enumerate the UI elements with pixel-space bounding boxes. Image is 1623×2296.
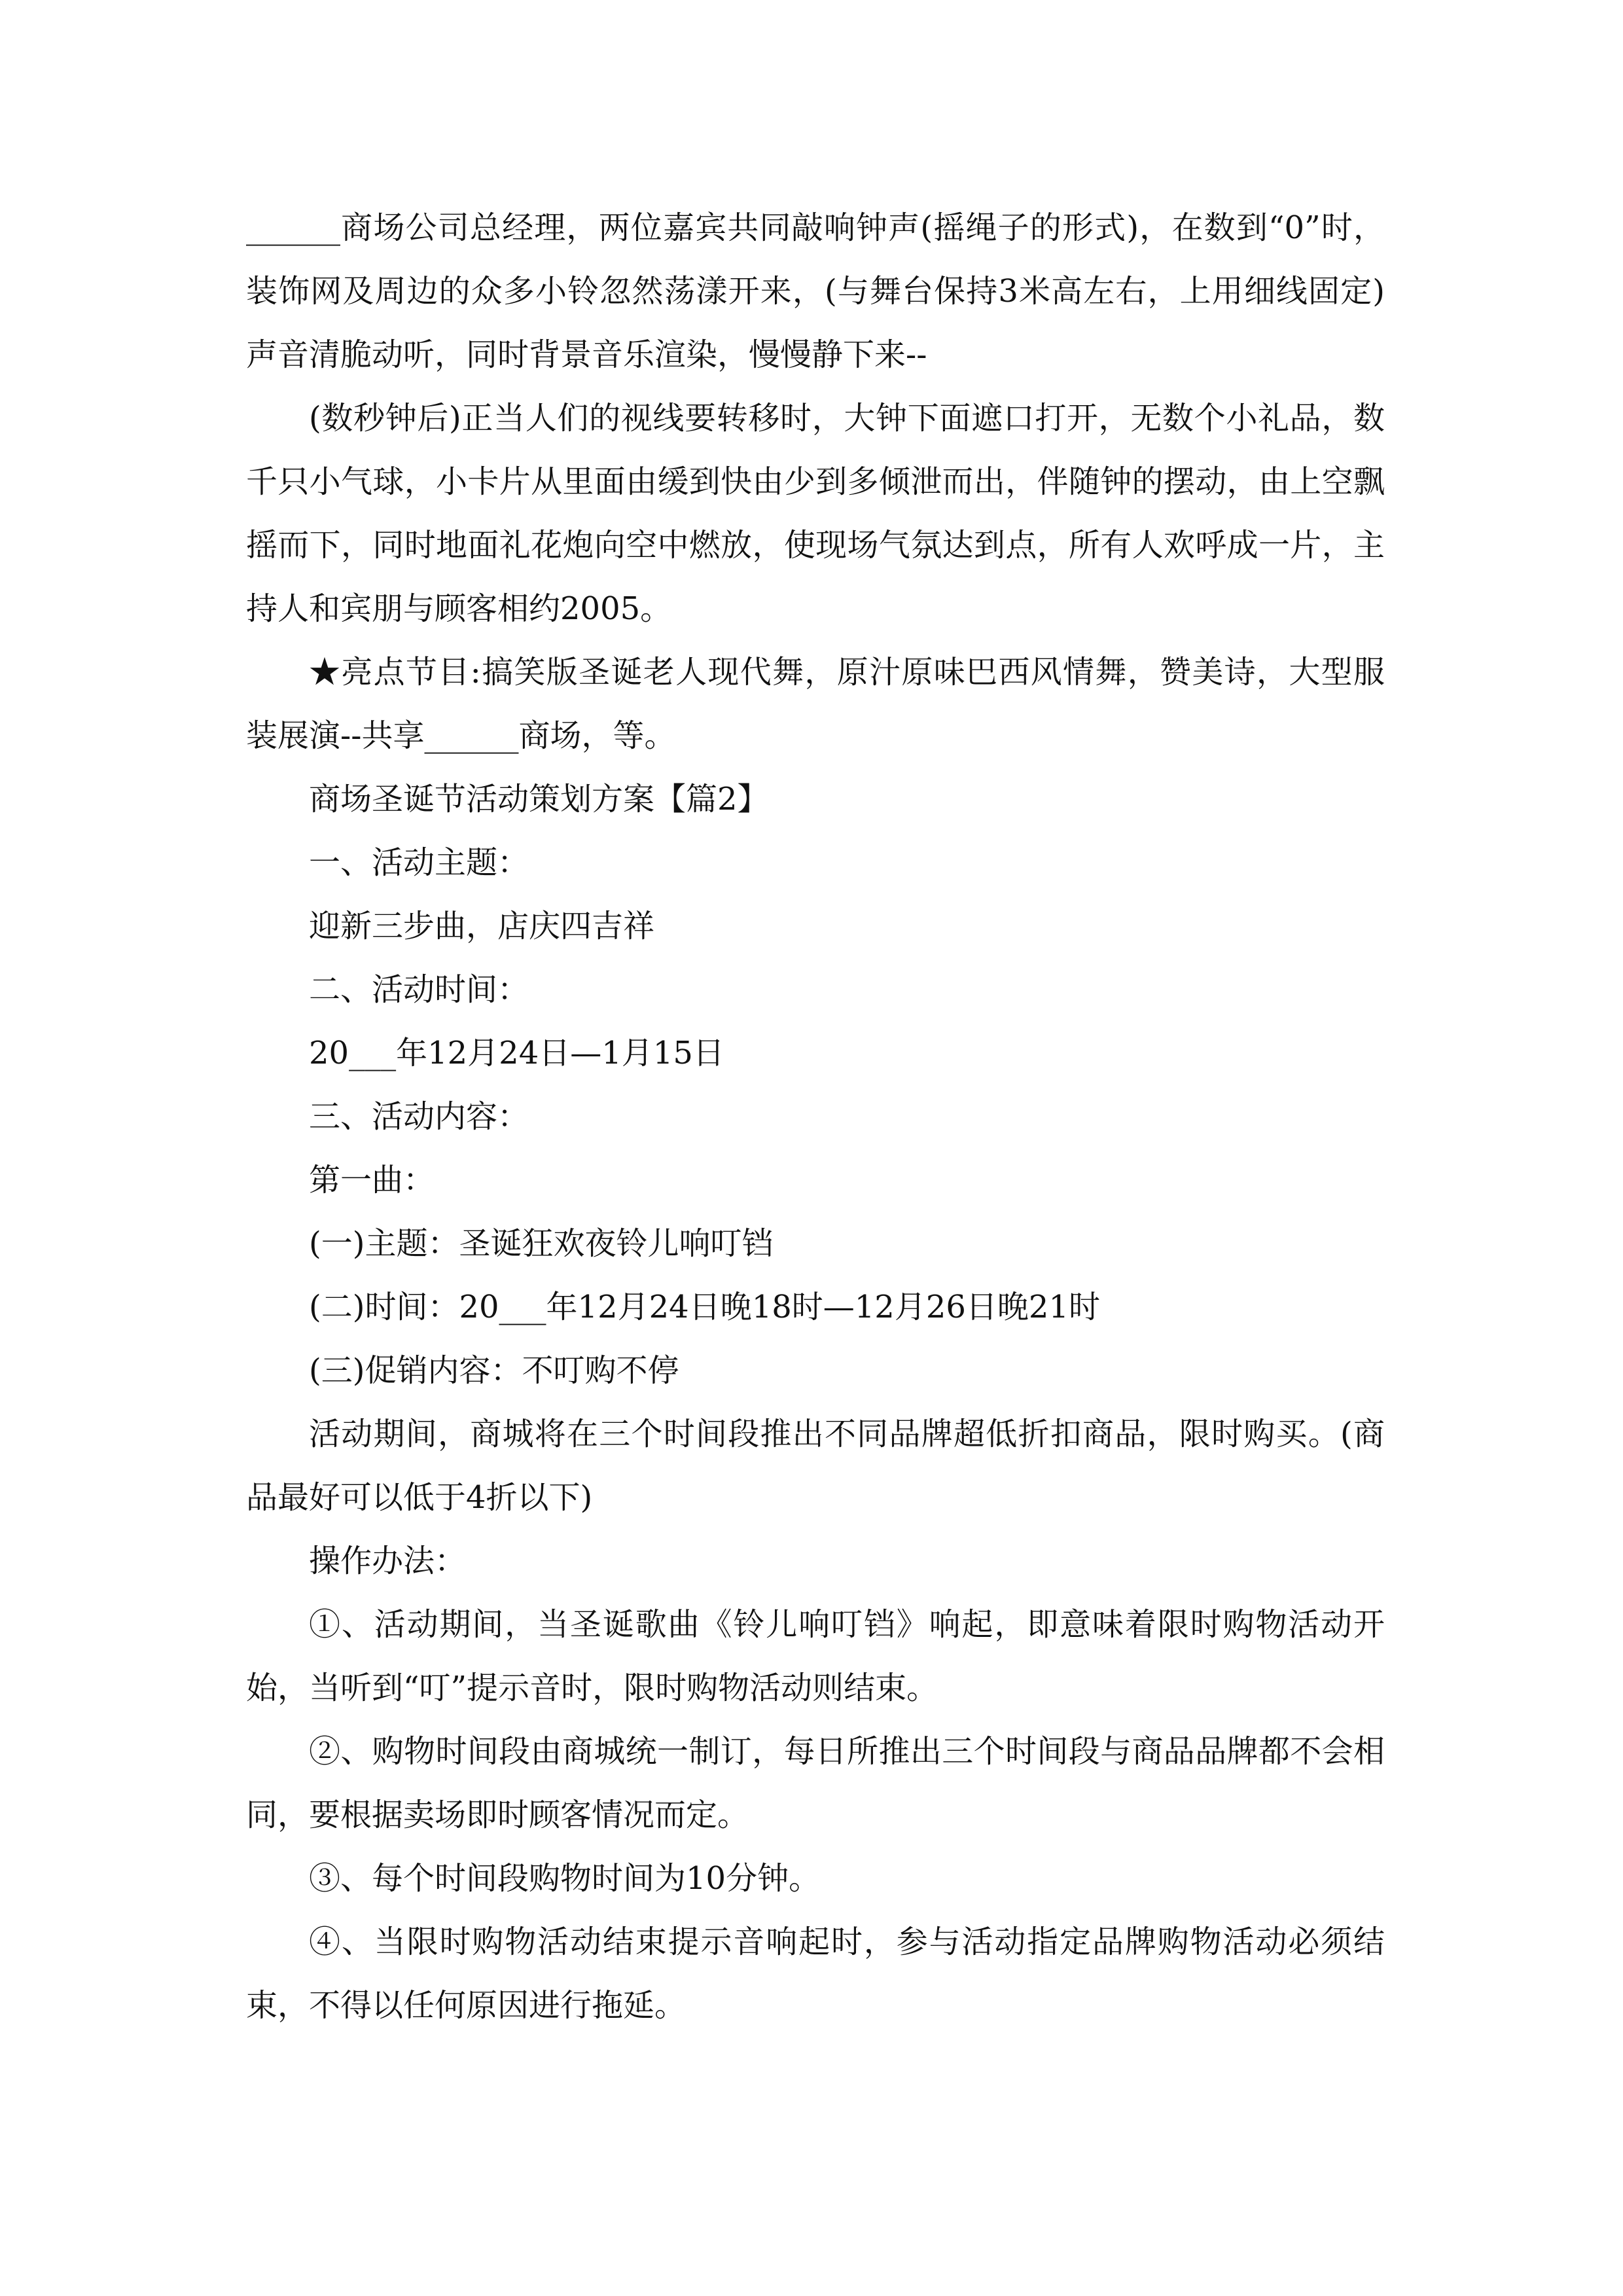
section-title-part-2: 商场圣诞节活动策划方案【篇2】 xyxy=(309,781,769,817)
operation-step-2: ②、购物时间段由商城统一制订，每日所推出三个时间段与商品品牌都不会相同，要根据卖场即时顾客情况而定。 xyxy=(246,1733,1385,1833)
first-song-time: (二)时间：20___年12月24日晚18时—12月26日晚21时 xyxy=(309,1289,1101,1325)
first-song-promotion: (三)促销内容：不叮购不停 xyxy=(309,1352,679,1389)
heading-activity-content: 三、活动内容： xyxy=(309,1098,529,1135)
document-body xyxy=(246,196,1385,2037)
first-song-theme: (一)主题：圣诞狂欢夜铃儿响叮铛 xyxy=(309,1225,774,1262)
paragraph-ceremony-bell: ______商场公司总经理，两位嘉宾共同敲响钟声(摇绳子的形式)，在数到“0”时，装饰网及周边的众多小铃忽然荡漾开来，(与舞台保持3米高左右，上用细线固定)声音清脆动听，同时背景音乐渲染，慢慢静下来-- xyxy=(246,209,1385,373)
heading-activity-theme: 一、活动主题： xyxy=(309,844,529,881)
heading-operation-method: 操作办法： xyxy=(309,1543,467,1579)
heading-first-song: 第一曲： xyxy=(309,1162,435,1198)
heading-activity-time: 二、活动时间： xyxy=(309,971,529,1008)
paragraph-limited-time-sale: 活动期间，商城将在三个时间段推出不同品牌超低折扣商品，限时购买。(商品最好可以低于4折以下) xyxy=(246,1416,1385,1516)
operation-step-3: ③、每个时间段购物时间为10分钟。 xyxy=(309,1860,821,1897)
operation-step-1: ①、活动期间，当圣诞歌曲《铃儿响叮铛》响起，即意味着限时购物活动开始，当听到“叮”提示音时，限时购物活动则结束。 xyxy=(246,1606,1385,1706)
activity-theme-text: 迎新三步曲，店庆四吉祥 xyxy=(309,908,655,944)
paragraph-highlight-program: ★亮点节目:搞笑版圣诞老人现代舞，原汁原味巴西风情舞，赞美诗，大型服装展演--共享______商场，等。 xyxy=(246,654,1385,754)
operation-step-4: ④、当限时购物活动结束提示音响起时，参与活动指定品牌购物活动必须结束，不得以任何原因进行拖延。 xyxy=(246,1924,1385,2024)
paragraph-gift-release: (数秒钟后)正当人们的视线要转移时，大钟下面遮口打开，无数个小礼品，数千只小气球，小卡片从里面由缓到快由少到多倾泄而出，伴随钟的摆动，由上空飘摇而下，同时地面礼花炮向空中燃放，使现场气氛达到点，所有人欢呼成一片，主持人和宾朋与顾客相约2005。 xyxy=(246,400,1385,627)
activity-time-text: 20___年12月24日—1月15日 xyxy=(309,1035,724,1071)
